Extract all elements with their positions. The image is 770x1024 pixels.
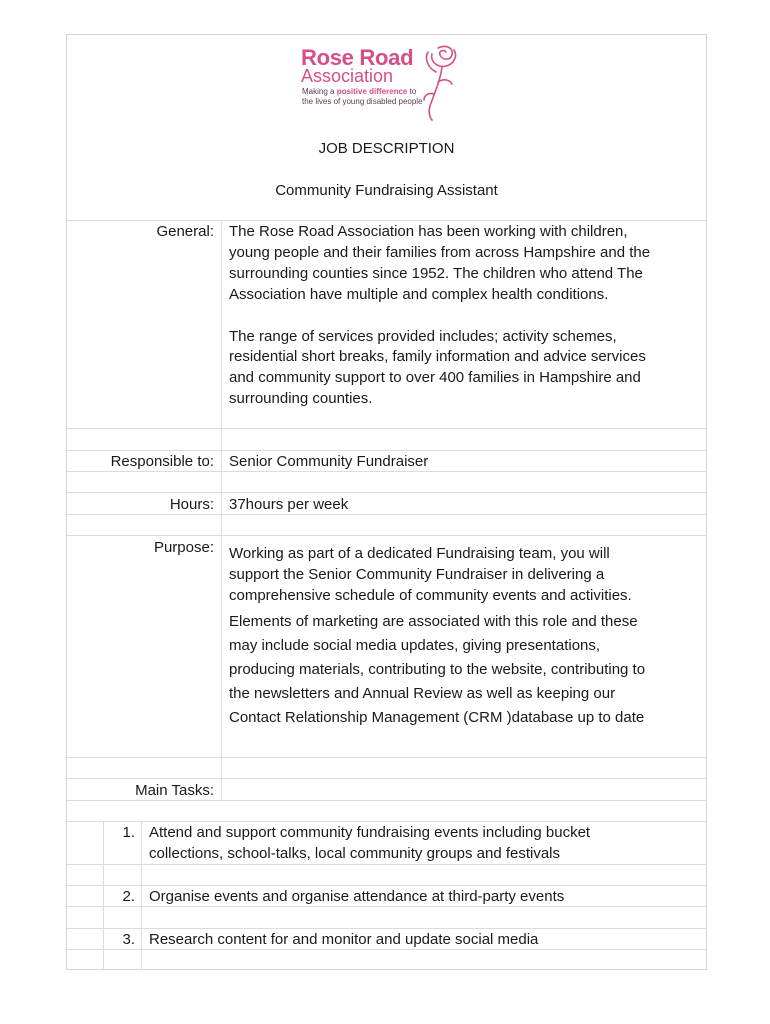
table-column-divider <box>221 220 222 800</box>
table-divider <box>66 757 707 758</box>
list-item-number: 3. <box>122 931 135 948</box>
general-label: General: <box>156 223 214 240</box>
hours-value: 37hours per week <box>229 496 349 513</box>
table-divider <box>66 428 707 429</box>
responsible-label: Responsible to: <box>110 453 214 470</box>
hours-label: Hours: <box>169 496 214 513</box>
table-divider <box>66 778 707 779</box>
job-role-title: Community Fundraising Assistant <box>275 182 498 199</box>
table-divider <box>66 535 707 536</box>
document-title: JOB DESCRIPTION <box>318 140 455 157</box>
purpose-label: Purpose: <box>153 539 214 556</box>
table-divider <box>66 492 707 493</box>
rose-icon <box>420 42 464 122</box>
logo-tagline: Making a positive difference to the lives of young disabled people <box>302 87 423 106</box>
logo-name-line2: Association <box>301 66 394 86</box>
main-tasks-label: Main Tasks: <box>135 782 214 799</box>
list-item-number: 1. <box>122 824 135 841</box>
list-item-number: 2. <box>122 888 135 905</box>
table-divider <box>66 864 707 865</box>
logo-name-line1: Rose Road <box>301 45 414 70</box>
table-column-divider <box>141 821 142 970</box>
responsible-value: Senior Community Fundraiser <box>229 453 429 470</box>
